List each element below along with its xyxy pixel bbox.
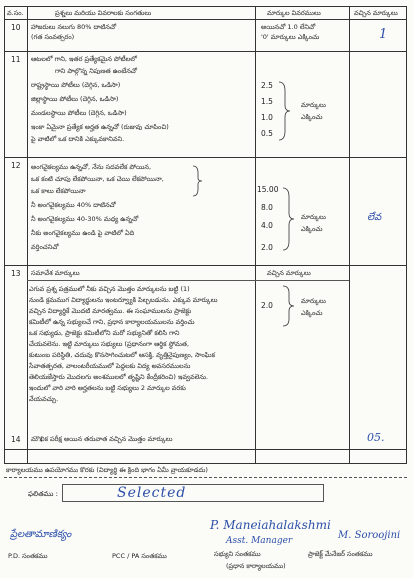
marks-table <box>4 6 407 464</box>
row-12-awarded: లేవ <box>367 212 382 223</box>
row-13-line-7: కుటుంబ పరిస్థితి, చదువు కొనసాగించుటలో ఆసక్తి, వృత్తినైపుణ్యం, సాంఘిక <box>29 351 216 359</box>
row-11-line-5: మండలస్థాయి పోటీలు (దెగ్గిన, ఒడిసా) <box>31 109 127 117</box>
row-10-line-1: హాజరులు నలుగు 80% దాటినచో <box>31 23 117 31</box>
result-box <box>62 484 324 502</box>
row-11-line-1: ఆటలలో గాని, ఇతర ప్రత్యేకమైన పోటీలలో <box>31 55 137 63</box>
row-11-line-7: పై వాటిలో ఒక దానికి ఎక్కువకానివని. <box>31 135 125 143</box>
cut-line <box>4 477 407 478</box>
row-10-marks-line-1: అయినచో 1.0 లేనిచో <box>261 23 316 31</box>
row-13-line-10: ఇందులో వారి వారి అర్హతలను బట్టి సభ్యులు 2 మార్కుల వరకు <box>29 384 186 392</box>
row-12-note-1: మార్కులు <box>301 213 326 221</box>
row-13-brace <box>281 285 295 327</box>
row-12-line-5: నీ అంగవైకల్యము 40-30% మధ్య ఉన్నచో <box>31 215 139 223</box>
row-12-value-1: 15.00 <box>257 185 279 194</box>
row-11-value-4: 0.5 <box>261 129 273 138</box>
row-11-line-4: జిల్లాస్థాయి పోటీలు (దెగ్గిన, ఒడిసా) <box>31 95 119 103</box>
row-13-line-2: నుండి క్రమముగ విద్యార్థులను ఇంటర్వ్యూకి పిల్చబడును. ఎక్కువ మార్కులు <box>29 296 218 304</box>
header-item: ప్రశ్నలు మరియు వివరాలకు సంగతులు <box>55 9 152 17</box>
row-10-marks-line-2: '0' మార్కులు ఎక్కించు <box>261 33 320 41</box>
row-11-value-2: 1.5 <box>261 97 273 106</box>
row-11-brace <box>277 81 291 141</box>
row-12-line-7: వర్తించనిచో <box>31 243 59 251</box>
header-sno: వ.సం. <box>7 9 24 17</box>
header-marks-detail: మార్కుల వివరములు <box>267 9 321 17</box>
row-13-line-1: ఎగువ ప్రశ్న పత్రములో నీకు వచ్చిన మొత్తం మార్కులను బట్టి (1) <box>29 285 190 293</box>
row-11-line-2: గాని పాల్గొన్న నిపుణత ఉంటేనచో <box>55 67 138 75</box>
row-13-line-6: చేయవలెను. ఇట్టి మార్కులు సభ్యులు (ప్రధానంగా ఆర్థిక స్థోమత, <box>29 340 190 348</box>
row-14-awarded: 05. <box>367 431 385 444</box>
row-12-line-6: నీకు అంగవైకల్యము ఉండి పై వాటిలో ఏది <box>31 229 135 237</box>
row-11-value-3: 1.0 <box>261 113 273 122</box>
row-10-awarded: 1 <box>379 27 388 42</box>
row-13-number: 13 <box>11 269 21 278</box>
assistant-manager-signature: Asst. Manager <box>226 536 293 546</box>
row-13-line-5: ఒక సభ్యుడు, ప్రాజెక్టు కమిటీలోని మరో సభ్యునితో కలిసి గాని <box>29 329 180 337</box>
pcc-caption: PCC / PA సంతకము <box>112 552 167 560</box>
office-use-note: కార్యాలయము ఉపయోగము కొరకు (విద్యార్థి ఈ క్రింది భాగం ఏమీ వ్రాయకూడదు) <box>6 466 208 474</box>
pd-signature: ప్రేలతామాణిక్యం <box>10 529 72 540</box>
row-13-line-4: కమిటీలో ఉన్న సభ్యులచే గాని, ప్రధాన కార్యాలయములను వర్తించు <box>29 318 195 326</box>
result-value: Selected <box>117 485 187 501</box>
row-13-marks-header: వచ్చిన మార్కులు <box>267 269 311 277</box>
member-signature: P. Maneiahalakshmi <box>210 518 331 532</box>
row-13-line-3: వచ్చిన విద్యార్థికే మొదటి మారత్వము. ఈ సంఘాములను ప్రాజెక్టు <box>29 307 192 315</box>
row-13-line-9: తెలియజేస్తారు మొదలగు అంశములలో తృష్టిని కేంద్రీకరించి) ఇవ్వవలెను. <box>29 373 209 381</box>
row-12-brace <box>281 187 295 251</box>
member-caption: సభ్యుని సంతకము <box>214 550 261 558</box>
row-13-line-11: వేయవచ్చు. <box>29 395 59 403</box>
row-11-note-1: మార్కులు <box>301 101 326 109</box>
row-14-number: 14 <box>11 435 21 444</box>
row-13-note-1: మార్కులు <box>301 297 326 305</box>
row-11-value-1: 2.5 <box>261 81 273 90</box>
row-11-line-6: ఇంకా ఏమైనా ప్రత్యేక అర్హత ఉన్నచో (రుజువు చూపించి) <box>31 123 169 131</box>
result-label: ఫలితము : <box>28 490 58 498</box>
row-12-line-1: అంగవైకల్యము ఉన్నచో, నేను సదవలేక పోయిన, <box>31 163 152 171</box>
row-12-line-4: నీ అంగవైకల్యము 40% దాటినచో <box>31 201 116 209</box>
row-11-line-3: రాష్ట్రస్థాయి పోటీలు (దెగ్గిన, ఒడిసా) <box>31 81 121 89</box>
row-13-note-2: ఎక్కించు <box>301 309 323 317</box>
row-12-line-3: ఒక కాలు లేకపోయినా <box>31 187 86 195</box>
row-12-number: 12 <box>11 161 21 170</box>
manager-signature: M. Soroojini <box>338 530 401 541</box>
row-12-value-4: 2.0 <box>261 243 273 252</box>
manager-caption: ప్రాజెక్ట్ మేనేజర్ సంతకము <box>308 550 373 558</box>
row-12-inner-brace <box>191 165 203 197</box>
row-10-number: 10 <box>11 23 21 32</box>
row-13-line-8: సేవాతత్పరత, వాలంటరీయములో పెద్దలకు విద్య అవసరములను <box>29 362 191 370</box>
row-13-value-1: 2.0 <box>261 301 273 310</box>
pd-caption: P.D. సంతకము <box>8 552 48 560</box>
header-marks-awarded: వచ్చిన మార్కులు <box>354 9 398 17</box>
row-10-line-2: (గత సంవత్సరం) <box>31 33 75 41</box>
row-12-note-2: ఎక్కించు <box>301 225 323 233</box>
row-12-line-2: ఒక కంటి చూపు లేకపోయినా, ఒక చెయి లేకపోయినా, <box>31 175 164 183</box>
row-12-value-2: 8.0 <box>261 203 273 212</box>
office-caption: (ప్రధాన కార్యాలయము) <box>226 562 286 570</box>
row-11-note-2: ఎక్కించు <box>301 113 323 121</box>
row-14-line-1: మౌఖిక పరీక్ష అయిన తరువాత వచ్చిన మొత్తం మార్కులు <box>31 435 173 443</box>
row-12-value-3: 4.0 <box>261 221 273 230</box>
row-13-title: సమావేశ మార్కులు <box>31 269 80 277</box>
row-11-number: 11 <box>11 55 21 64</box>
